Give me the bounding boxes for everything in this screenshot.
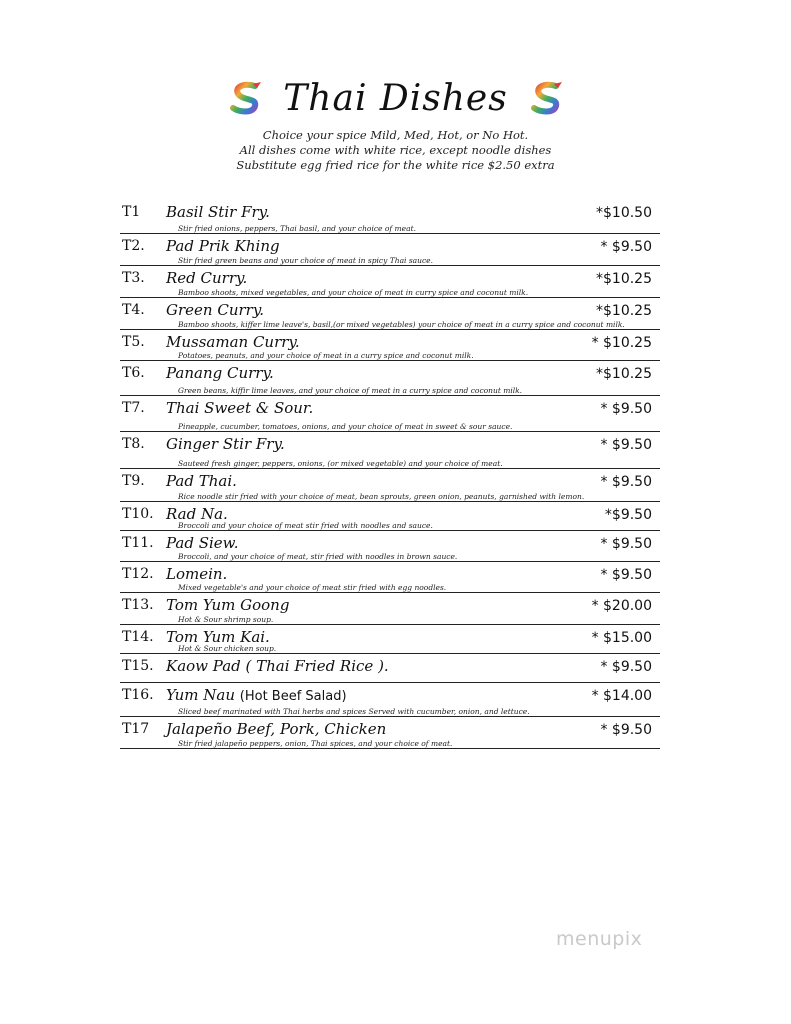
menu-item <box>120 298 660 330</box>
menu-item <box>120 432 660 469</box>
item-code: T11. <box>122 535 154 551</box>
item-code: T16. <box>122 687 154 703</box>
item-code: T5. <box>122 334 145 350</box>
menu-item <box>120 502 660 531</box>
item-price: * $20.00 <box>591 598 652 614</box>
menu-item <box>120 683 660 717</box>
item-name <box>166 472 237 490</box>
item-code: T4. <box>122 302 145 318</box>
watermark: menupix <box>556 928 643 950</box>
menu-item <box>120 625 660 654</box>
dragon-left-icon <box>225 78 265 118</box>
item-name <box>166 203 270 221</box>
item-description: Sliced beef marinated with Thai herbs and spices Served with cucumber, onion, and lettuce. <box>178 707 530 716</box>
item-code: T8. <box>122 436 145 452</box>
item-price: * $9.50 <box>600 239 652 255</box>
header-note: All dishes come with white rice, except noodle dishes <box>239 143 552 157</box>
item-name-subtitle: (Hot Beef Salad) <box>239 689 347 704</box>
item-name-text: Lomein. <box>166 565 228 583</box>
menu-header <box>0 70 791 173</box>
menu-item <box>120 469 660 502</box>
item-code: T13. <box>122 597 154 613</box>
item-description: Mixed vegetable's and your choice of meat stir fried with egg noodles. <box>178 583 447 592</box>
item-description: Hot & Sour chicken soup. <box>178 644 277 653</box>
item-code: T12. <box>122 566 154 582</box>
item-description: Pineapple, cucumber, tomatoes, onions, and your choice of meat in sweet & sour sauce. <box>178 422 513 431</box>
menu-item <box>120 200 660 234</box>
item-description: Sauteed fresh ginger, peppers, onions, (or mixed vegetable) and your choice of meat. <box>178 459 503 468</box>
item-description: Potatoes, peanuts, and your choice of meat in a curry spice and coconut milk. <box>178 351 474 360</box>
menu-list <box>120 200 660 749</box>
item-name <box>166 596 289 614</box>
item-name-text: Tom Yum Goong <box>166 596 290 614</box>
item-name <box>166 301 264 319</box>
item-name-text: Panang Curry. <box>166 364 274 382</box>
item-price: * $9.50 <box>600 722 652 738</box>
item-name <box>166 534 239 552</box>
item-description: Bamboo shoots, mixed vegetables, and your choice of meat in curry spice and coconut milk. <box>178 288 529 297</box>
item-name-text: Kaow Pad ( Thai Fried Rice ). <box>166 657 389 675</box>
item-name <box>166 237 280 255</box>
header-note: Substitute egg fried rice for the white rice $2.50 extra <box>236 158 555 172</box>
item-name-text: Ginger Stir Fry. <box>166 435 285 453</box>
item-price: * $9.50 <box>600 401 652 417</box>
menu-item <box>120 266 660 298</box>
item-price: * $9.50 <box>600 474 652 490</box>
item-price: * $9.50 <box>600 567 652 583</box>
item-price: *$10.25 <box>596 271 652 287</box>
item-name-text: Pad Prik Khing <box>166 237 280 255</box>
item-description: Broccoli and your choice of meat stir fried with noodles and sauce. <box>178 521 433 530</box>
item-description: Broccoli, and your choice of meat, stir fried with noodles in brown sauce. <box>178 552 458 561</box>
dragon-right-icon <box>526 78 566 118</box>
item-name-text: Rad Na. <box>166 505 228 523</box>
item-name-text: Pad Thai. <box>166 472 237 490</box>
item-code: T7. <box>122 400 145 416</box>
item-price: * $9.50 <box>600 659 652 675</box>
item-name <box>166 720 386 738</box>
item-name-text: Pad Siew. <box>166 534 239 552</box>
menu-item <box>120 717 660 749</box>
menu-item <box>120 234 660 266</box>
item-name-text: Thai Sweet & Sour. <box>166 399 314 417</box>
item-price: *$9.50 <box>604 507 652 523</box>
menu-item <box>120 654 660 683</box>
item-name <box>166 657 389 675</box>
item-name-text: Mussaman Curry. <box>166 333 300 351</box>
item-description: Rice noodle stir fried with your choice of meat, bean sprouts, green onion, peanuts, garnished with lemon. <box>178 492 585 501</box>
menu-item <box>120 593 660 625</box>
item-price: *$10.50 <box>596 205 652 221</box>
item-name-text: Basil Stir Fry. <box>166 203 270 221</box>
header-notes <box>0 128 791 173</box>
item-description: Stir fried onions, peppers, Thai basil, and your choice of meat. <box>178 224 416 233</box>
item-name <box>166 333 300 351</box>
item-description: Green beans, kiffir lime leaves, and your choice of meat in a curry spice and coconut milk. <box>178 386 523 395</box>
item-price: * $10.25 <box>591 335 652 351</box>
item-description: Stir fried green beans and your choice of meat in spicy Thai sauce. <box>178 256 433 265</box>
item-name-text: Green Curry. <box>166 301 265 319</box>
item-name <box>166 364 274 382</box>
item-price: * $15.00 <box>591 630 652 646</box>
item-name <box>166 269 247 287</box>
item-code: T1 <box>122 204 141 220</box>
item-price: * $14.00 <box>591 688 652 704</box>
menu-item <box>120 396 660 432</box>
item-code: T10. <box>122 506 154 522</box>
menu-item <box>120 330 660 361</box>
menu-item <box>120 531 660 562</box>
title-row <box>0 70 791 126</box>
item-price: * $9.50 <box>600 536 652 552</box>
item-description: Hot & Sour shrimp soup. <box>178 615 274 624</box>
item-price: *$10.25 <box>596 366 652 382</box>
item-code: T2. <box>122 238 145 254</box>
item-name <box>166 435 285 453</box>
item-name-text: Red Curry. <box>166 269 248 287</box>
item-code: T17 <box>122 721 150 737</box>
item-name-text: Jalapeño Beef, Pork, Chicken <box>166 720 387 738</box>
item-code: T14. <box>122 629 154 645</box>
item-code: T3. <box>122 270 145 286</box>
item-price: * $9.50 <box>600 437 652 453</box>
header-note: Choice your spice Mild, Med, Hot, or No Hot. <box>262 128 529 142</box>
item-description: Bamboo shoots, kiffer lime leave's, basil,(or mixed vegetables) your choice of meat in a curry spice and coconut milk. <box>178 320 625 329</box>
item-code: T6. <box>122 365 145 381</box>
item-description: Stir fried jalapeño peppers, onion, Thai spices, and your choice of meat. <box>178 739 453 748</box>
item-name <box>166 565 227 583</box>
menu-item <box>120 562 660 593</box>
item-name-text: Tom Yum Kai. <box>166 628 270 646</box>
item-price: *$10.25 <box>596 303 652 319</box>
item-name <box>166 399 313 417</box>
page-title: Thai Dishes <box>283 77 508 119</box>
item-code: T15. <box>122 658 154 674</box>
item-name-text: Yum Nau <box>166 686 235 704</box>
item-code: T9. <box>122 473 145 489</box>
item-name <box>166 686 347 704</box>
menu-item <box>120 361 660 396</box>
